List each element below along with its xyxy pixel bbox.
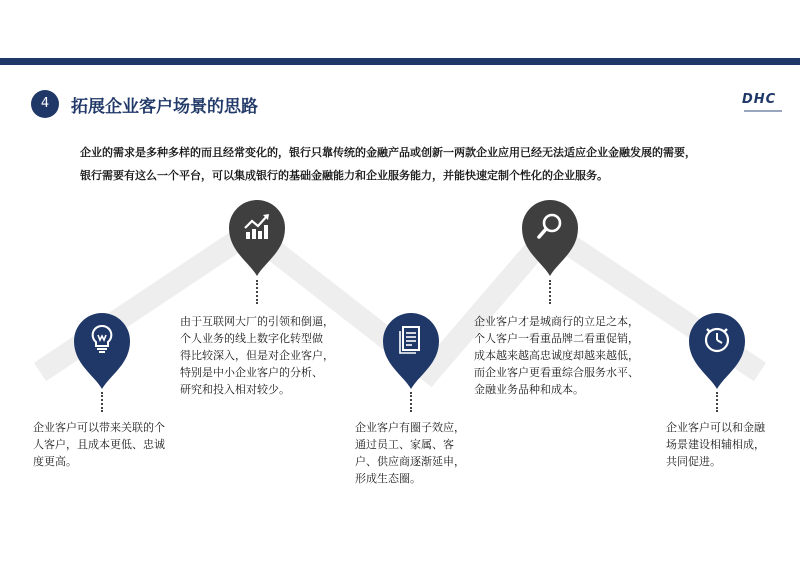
intro-line: 企业的需求是多种多样的而且经常变化的，银行只靠传统的金融产品或创新一两款企业应用已经无法适应企业金融发展的需要，: [80, 146, 696, 159]
intro-line: 银行需要有这么一个平台，可以集成银行的基础金融能力和企业服务能力，并能快速定制个性化的企业服务。: [80, 169, 608, 182]
point-text-3: 企业客户有圈子效应， 通过员工、家属、客 户、供应商逐渐延申， 形成生态圈。: [355, 421, 465, 485]
point-text-2: 由于互联网大厂的引领和倒逼， 个人业务的线上数字化转型做 得比较深入，但是对企业客户， 特别是中小企业客户的分析、 研究和投入相对较少。: [180, 315, 334, 396]
stopwatch-icon: [699, 321, 735, 357]
point-text-1: 企业客户可以带来关联的个 人客户，且成本更低、忠诚 度更高。: [33, 421, 165, 468]
document-icon: [393, 321, 429, 357]
page-title: 拓展企业客户场景的思路: [71, 97, 258, 117]
pin-stopwatch: [685, 309, 749, 393]
connector-dotted-line: [549, 280, 551, 304]
point-text-4: 企业客户才是城商行的立足之本， 个人客户一看重品牌二看重促销， 成本越来越高忠诚度却越来越低， 而企业客户更看重综合服务水平、 金融业务品种和成本。: [474, 315, 639, 396]
search-icon: [532, 208, 568, 244]
pin-document: [379, 309, 443, 393]
connector-dotted-line: [101, 392, 103, 412]
lightbulb-icon: [84, 321, 120, 357]
connector-dotted-line: [716, 392, 718, 412]
pin-lightbulb: [70, 309, 134, 393]
section-number-badge: 4: [31, 90, 59, 118]
pin-search: [518, 196, 582, 280]
company-logo: DHC: [742, 92, 777, 107]
connector-dotted-line: [256, 280, 258, 304]
pin-growth-chart: [225, 196, 289, 280]
connector-dotted-line: [410, 392, 412, 412]
growth-chart-icon: [239, 208, 275, 244]
point-text-5: 企业客户可以和金融 场景建设相辅相成， 共同促进。: [666, 421, 765, 468]
